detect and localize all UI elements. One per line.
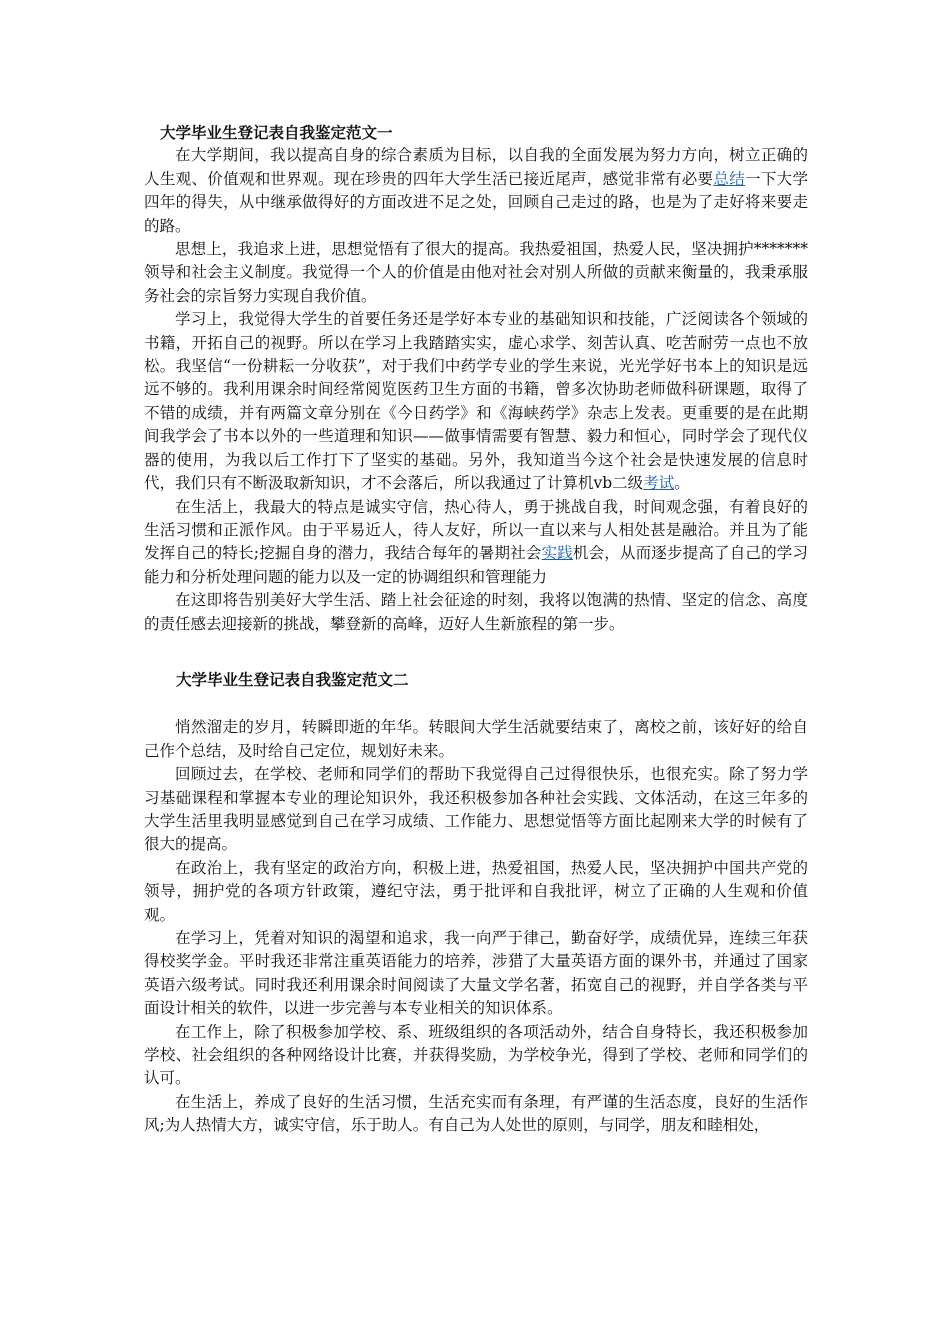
summary-link[interactable]: 总结 xyxy=(713,169,746,188)
section-2-paragraph-1: 悄然溜走的岁月，转瞬即逝的年华。转眼间大学生活就要结束了，离校之前，该好好的给自己作个总结，及时给自己定位，规划好未来。 xyxy=(144,718,808,760)
section-2-title: 大学毕业生登记表自我鉴定范文二 xyxy=(176,669,409,689)
paragraph-text: 在生活上，我最大的特点是诚实守信，热心待人，勇于挑战自我，时间观念强，有着良好的生活习惯和正派作风。由于平易近人，待人友好，所以一直以来与人相处甚是融洽。并且为了能发挥自己的特长;挖掘自身的潜力，我结合每年的暑期社会 xyxy=(144,497,808,563)
paragraph-text: 一下大学四年的得失，从中继承做得好的方面改进不足之处，回顾自己走过的路，也是为了走好将来要走的路。 xyxy=(144,169,808,235)
section-1-paragraph-2: 思想上，我追求上进，思想觉悟有了很大的提高。我热爱祖国，热爱人民，坚决拥护*******领导和社会主义制度。我觉得一个人的价值是由他对社会对别人所做的贡献来衡量的，我秉承服务社会的宗旨努力实现自我价值。 xyxy=(144,240,808,305)
section-2-paragraph-6: 在生活上，养成了良好的生活习惯，生活充实而有条理，有严谨的生活态度，良好的生活作风;为人热情大方，诚实守信，乐于助人。有自己为人处世的原则，与同学，朋友和睦相处， xyxy=(144,1092,808,1135)
paragraph-text: 在大学期间，我以提高自身的综合素质为目标，以自我的全面发展为努力方向，树立正确的人生观、价值观和世界观。现在珍贵的四年大学生活已接近尾声，感觉非常有必要 xyxy=(144,146,808,188)
section-2-paragraph-5: 在工作上，除了积极参加学校、系、班级组织的各项活动外，结合自身特长，我还积极参加学校、社会组织的各种网络设计比赛，并获得奖励，为学校争光，得到了学校、老师和同学们的认可。 xyxy=(144,1022,808,1088)
section-1-paragraph-4 xyxy=(144,496,808,590)
section-1-paragraph-5: 在这即将告别美好大学生活、踏上社会征途的时刻，我将以饱满的热情、坚定的信念、高度的责任感去迎接新的挑战，攀登新的高峰，迈好人生新旅程的第一步。 xyxy=(144,591,808,633)
section-1-paragraph-3 xyxy=(144,308,808,495)
section-2-paragraph-3: 在政治上，我有坚定的政治方向，积极上进，热爱祖国，热爱人民，坚决拥护中国共产党的领导，拥护党的各项方针政策，遵纪守法，勇于批评和自我批评，树立了正确的人生观和价值观。 xyxy=(144,858,808,924)
paragraph-text: 机会，从而逐步提高了自己的学习能力和分析处理问题的能力以及一定的协调组织和管理能力 xyxy=(144,544,808,586)
practice-link[interactable]: 实践 xyxy=(541,544,573,563)
section-2-paragraph-2: 回顾过去，在学校、老师和同学们的帮助下我觉得自己过得很快乐，也很充实。除了努力学习基础课程和掌握本专业的理论知识外，我还积极参加各种社会实践、文体活动，在这三年多的大学生活里我明显感觉到自己在学习成绩、工作能力、思想觉悟等方面比起刚来大学的时候有了很大的提高。 xyxy=(144,765,808,854)
section-2-paragraph-4: 在学习上，凭着对知识的渴望和追求，我一向严于律己，勤奋好学，成绩优异，连续三年获得校奖学金。平时我还非常注重英语能力的培养，涉猎了大量英语方面的课外书，并通过了国家英语六级考试。同时我还利用课余时间阅读了大量文学名著，拓宽自己的视野，并自学各类与平面设计相关的软件，以进一步完善与本专业相关的知识体系。 xyxy=(144,929,808,1018)
paragraph-text: 。 xyxy=(674,474,690,493)
document-body xyxy=(144,121,808,1138)
section-1-title: 大学毕业生登记表自我鉴定范文一 xyxy=(160,123,393,142)
section-1-paragraph-1 xyxy=(144,144,808,238)
exam-link[interactable]: 考试 xyxy=(643,474,675,493)
paragraph-text: 学习上，我觉得大学生的首要任务还是学好本专业的基础知识和技能，广泛阅读各个领域的书籍，开拓自己的视野。所以在学习上我踏踏实实，虚心求学、刻苦认真、吃苦耐劳一点也不放松。我坚信“一份耕耘一分收获”，对于我们中药学专业的学生来说，光光学好书本上的知识是远远不够的。我利用课余时间经常阅览医药卫生方面的书籍，曾多次协助老师做科研课题，取得了不错的成绩，并有两篇文章分别在《今日药学》和《海峡药学》杂志上发表。更重要的是在此期间我学会了书本以外的一些道理和知识——做事情需要有智慧、毅力和恒心，同时学会了现代仪器的使用，为我以后工作打下了坚实的基础。另外，我知道当今这个社会是快速发展的信息时代，我们只有不断汲取新知识，才不会落后，所以我通过了计算机vb二级 xyxy=(144,310,808,493)
